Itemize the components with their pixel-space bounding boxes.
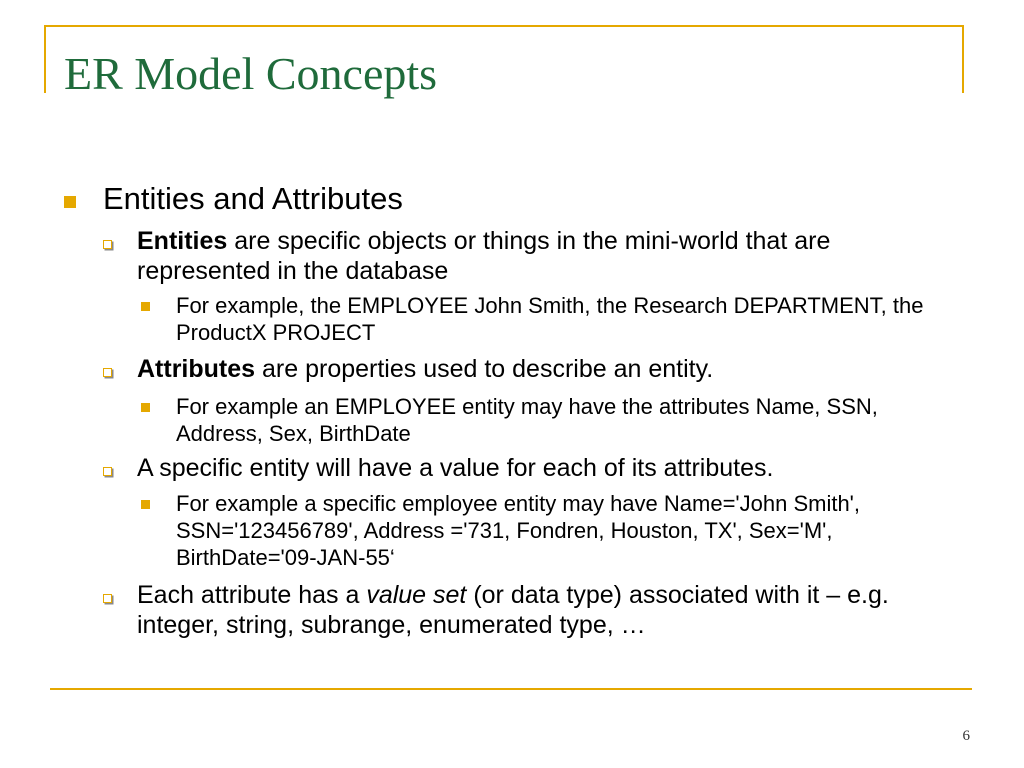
- frame-top-line: [44, 25, 964, 27]
- attributes-term: Attributes: [137, 355, 256, 383]
- attributes-example: For example an EMPLOYEE entity may have the attributes Name, SSN, Address, Sex, BirthDate: [176, 394, 878, 446]
- hollow-square-bullet-icon: [103, 368, 112, 377]
- entities-text: are specific objects or things in the mini-world that are represented in the database: [137, 227, 831, 285]
- value-example: For example a specific employee entity may have Name='John Smith', SSN='123456789', Address ='731, Fondren, Houston, TX', Sex='M', BirthDate='09-JAN-55‘: [176, 491, 860, 570]
- bullet-entities-and-attributes: Entities and Attributes: [103, 181, 403, 216]
- value-set-italic: value set: [366, 581, 467, 609]
- entities-term: Entities: [137, 227, 228, 255]
- page-number: 6: [962, 728, 970, 744]
- slide-title: ER Model Concepts: [64, 48, 438, 99]
- bullet-value: A specific entity will have a value for each of its attributes.: [137, 454, 774, 482]
- bullet-value-set: [137, 580, 927, 640]
- bullet-attributes: [137, 354, 967, 384]
- small-square-bullet-icon: [141, 302, 150, 311]
- value-set-after: (or data type) associated with it – e.g. integer, string, subrange, enumerated type, …: [137, 581, 889, 639]
- hollow-square-bullet-icon: [103, 594, 112, 603]
- square-bullet-icon: [64, 196, 76, 208]
- attributes-text: are properties used to describe an entity.: [255, 355, 714, 383]
- small-square-bullet-icon: [141, 403, 150, 412]
- frame-left-line: [44, 25, 46, 93]
- small-square-bullet-icon: [141, 500, 150, 509]
- bullet-entities: [137, 226, 967, 286]
- frame-right-line: [962, 25, 964, 93]
- frame-bottom-line: [50, 688, 972, 690]
- hollow-square-bullet-icon: [103, 240, 112, 249]
- entities-example: For example, the EMPLOYEE John Smith, the Research DEPARTMENT, the ProductX PROJECT: [176, 293, 924, 345]
- value-set-before: Each attribute has a: [137, 581, 367, 609]
- hollow-square-bullet-icon: [103, 467, 112, 476]
